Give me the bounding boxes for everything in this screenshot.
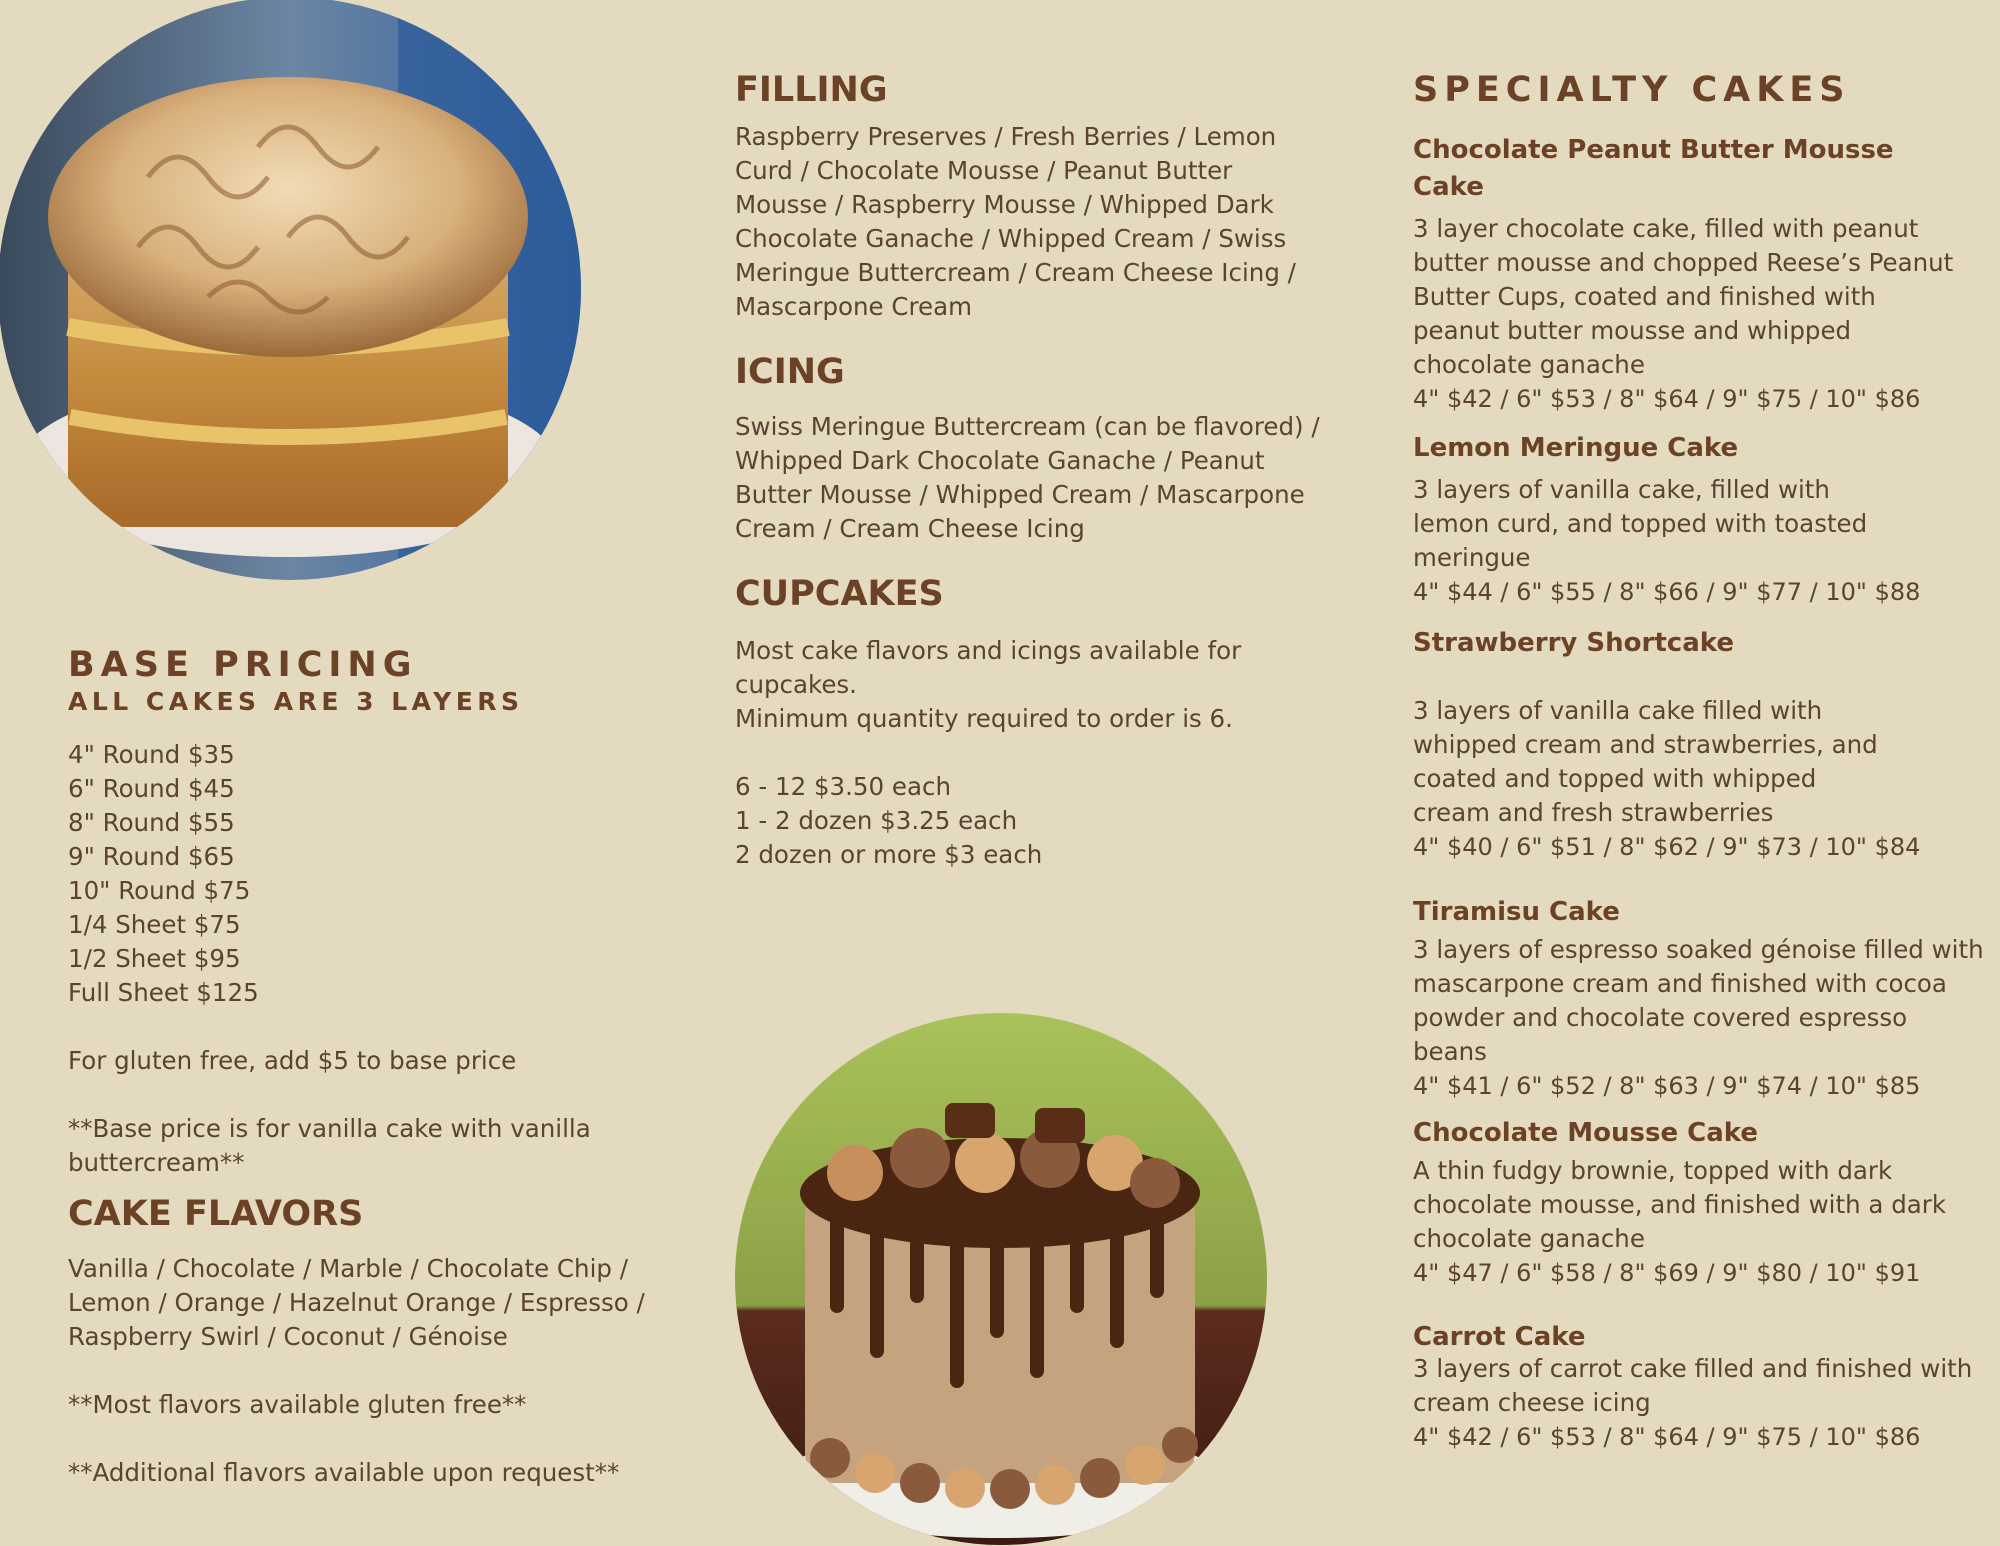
specialty-cake-name: Chocolate Mousse Cake — [1413, 1117, 1759, 1148]
price-item: 1/4 Sheet $75 — [68, 910, 241, 939]
specialty-cake-desc: 3 layer chocolate cake, filled with peanut butter mousse and chopped Reese’s Peanut Butter Cups, coated and finished with peanut butter mousse and whipped chocolate ganache — [1413, 214, 1954, 379]
specialty-cake-name: Lemon Meringue Cake — [1413, 433, 1739, 463]
cupcakes-text: Most cake flavors and icings available for cupcakes. Minimum quantity required to order is 6. — [735, 636, 1242, 733]
icing-title: ICING — [735, 352, 845, 392]
filling-text: Raspberry Preserves / Fresh Berries / Lemon Curd / Chocolate Mousse / Peanut Butter Mousse / Raspberry Mousse / Whipped Dark Chocolate Ganache / Whipped Cream / Swiss Meringue Buttercream / Cream Cheese Icing / Mascarpone Cream — [735, 122, 1296, 321]
cupcake-prices — [735, 770, 1375, 872]
specialty-cake-item — [1413, 625, 1993, 864]
specialty-cake-item — [1413, 1115, 1993, 1290]
specialty-cake-name: Strawberry Shortcake — [1413, 627, 1734, 658]
drip-cake-photo — [735, 1013, 1267, 1545]
price-item: 4" Round $35 — [68, 740, 235, 769]
gluten-free-flavors-note: **Most flavors available gluten free** — [68, 1390, 527, 1419]
cupcake-price: 6 - 12 $3.50 each — [735, 772, 951, 801]
specialty-cake-item — [1413, 894, 1993, 1103]
cake-flavors-text: Vanilla / Chocolate / Marble / Chocolate Chip / Lemon / Orange / Hazelnut Orange / Espresso / Raspberry Swirl / Coconut / Génoise — [68, 1254, 645, 1351]
price-item: Full Sheet $125 — [68, 978, 259, 1007]
filling-title: FILLING — [735, 70, 888, 110]
icing-text: Swiss Meringue Buttercream (can be flavored) / Whipped Dark Chocolate Ganache / Peanut Butter Mousse / Whipped Cream / Mascarpone Cream / Cream Cheese Icing — [735, 412, 1320, 543]
specialty-cake-item — [1413, 430, 1993, 609]
specialty-cake-price: 4" $42 / 6" $53 / 8" $64 / 9" $75 / 10" $86 — [1413, 1422, 1921, 1451]
base-pricing-subtitle: ALL CAKES ARE 3 LAYERS — [68, 687, 524, 716]
specialty-cake-name: Tiramisu Cake — [1413, 896, 1620, 927]
base-pricing-section — [68, 645, 688, 1490]
specialty-cake-desc: 3 layers of carrot cake filled and finished with cream cheese icing — [1413, 1353, 1973, 1417]
specialty-cake-price: 4" $41 / 6" $52 / 8" $63 / 9" $74 / 10" $85 — [1413, 1071, 1921, 1100]
specialty-cake-price: 4" $47 / 6" $58 / 8" $69 / 9" $80 / 10" $91 — [1413, 1258, 1921, 1287]
meringue-cake-photo — [0, 0, 581, 580]
specialty-cake-item — [1413, 1322, 1993, 1454]
specialty-cake-desc: 3 layers of vanilla cake, filled with lemon curd, and topped with toasted meringue — [1413, 474, 1868, 572]
specialty-cake-price: 4" $40 / 6" $51 / 8" $62 / 9" $73 / 10" $84 — [1413, 832, 1921, 861]
price-item: 6" Round $45 — [68, 774, 235, 803]
specialty-cake-name: Chocolate Peanut Butter Mousse Cake — [1413, 135, 1894, 202]
cupcake-price: 1 - 2 dozen $3.25 each — [735, 806, 1018, 835]
specialty-cake-desc: 3 layers of espresso soaked génoise filled with mascarpone cream and finished with cocoa powder and chocolate covered espresso beans — [1413, 934, 1984, 1066]
cake-flavors-title: CAKE FLAVORS — [68, 1194, 364, 1234]
gluten-free-note: For gluten free, add $5 to base price — [68, 1046, 517, 1075]
price-item: 9" Round $65 — [68, 842, 235, 871]
specialty-cake-desc: A thin fudgy brownie, topped with dark chocolate mousse, and finished with a dark chocolate ganache — [1413, 1155, 1947, 1253]
specialty-cakes-section — [1413, 70, 1993, 1454]
cupcake-price: 2 dozen or more $3 each — [735, 840, 1043, 869]
specialty-cakes-title: SPECIALTY CAKES — [1413, 70, 1851, 110]
price-item: 8" Round $55 — [68, 808, 235, 837]
base-pricing-list — [68, 738, 688, 1010]
price-item: 1/2 Sheet $95 — [68, 944, 241, 973]
additional-flavors-note: **Additional flavors available upon request** — [68, 1458, 620, 1487]
specialty-cake-price: 4" $44 / 6" $55 / 8" $66 / 9" $77 / 10" $88 — [1413, 577, 1921, 606]
base-price-note: **Base price is for vanilla cake with vanilla buttercream** — [68, 1114, 591, 1177]
specialty-cake-price: 4" $42 / 6" $53 / 8" $64 / 9" $75 / 10" $86 — [1413, 385, 1921, 413]
base-pricing-title: BASE PRICING — [68, 645, 418, 685]
specialty-cake-name: Carrot Cake — [1413, 1321, 1586, 1352]
price-item: 10" Round $75 — [68, 876, 251, 905]
cupcakes-title: CUPCAKES — [735, 574, 944, 614]
specialty-cake-item — [1413, 132, 1993, 416]
specialty-cake-desc: 3 layers of vanilla cake filled with whipped cream and strawberries, and coated and topped with whipped cream and fresh strawberries — [1413, 695, 1878, 827]
middle-column — [735, 70, 1375, 872]
